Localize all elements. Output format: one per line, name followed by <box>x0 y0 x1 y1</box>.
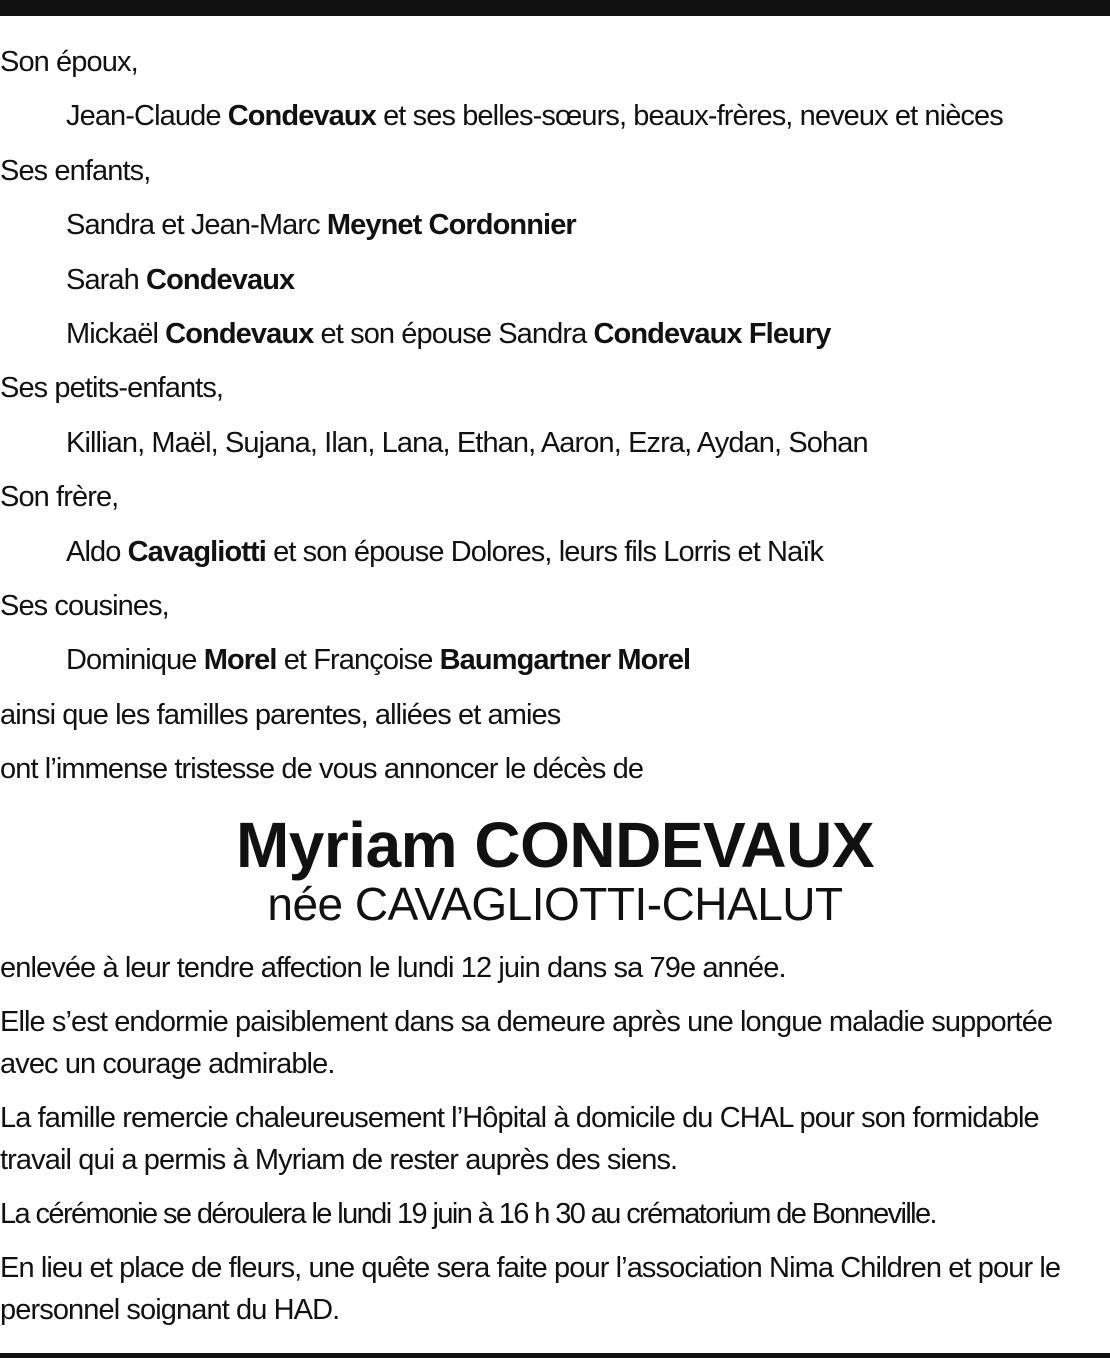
spouse-label: Son époux, <box>0 46 138 78</box>
surname: Morel <box>203 644 277 677</box>
child-line: Mickaël Condevaux et son épouse Sandra Condevaux Fleury <box>66 317 831 350</box>
child-line: Sarah Condevaux <box>66 263 295 296</box>
announce-line: ont l’immense tristesse de vous annoncer le décès de <box>0 753 644 786</box>
passing-paragraph: Elle s’est endormie paisiblement dans sa demeure après une longue maladie supportée avec un courage admirable. <box>0 1006 1053 1081</box>
spouse-line: Jean-Claude Condevaux et ses belles-sœurs, beaux-frères, neveux et nièces <box>66 100 1003 133</box>
children-label: Ses enfants, <box>0 154 151 187</box>
surname: Meynet Cordonnier <box>326 209 576 242</box>
surname: Condevaux Fleury <box>593 317 831 350</box>
ceremony-paragraph: La cérémonie se déroulera le lundi 19 juin à 16 h 30 au crématorium de Bonneville. <box>0 1198 937 1231</box>
surname: Cavagliotti <box>127 535 266 568</box>
thanks-paragraph: La famille remercie chaleureusement l’Hôpital à domicile du CHAL pour son formidable travail qui a permis à Myriam de rester auprès des siens. <box>0 1102 1039 1177</box>
obituary-notice <box>0 40 1110 1331</box>
surname: Condevaux <box>146 263 295 296</box>
child-line: Sandra et Jean-Marc Meynet Cordonnier <box>66 209 576 242</box>
grandchildren-label: Ses petits-enfants, <box>0 372 224 405</box>
cousins-label: Ses cousines, <box>0 589 169 622</box>
top-rule <box>0 0 1110 16</box>
grandchildren-line: Killian, Maël, Sujana, Ilan, Lana, Ethan, Aaron, Ezra, Aydan, Sohan <box>66 426 868 459</box>
surname: Condevaux <box>165 317 314 350</box>
brother-label: Son frère, <box>0 481 119 514</box>
cousins-line: Dominique Morel et Françoise Baumgartner Morel <box>66 644 691 677</box>
deceased-name-block <box>0 809 1110 929</box>
brother-line: Aldo Cavagliotti et son épouse Dolores, leurs fils Lorris et Naïk <box>66 535 824 568</box>
surname: Condevaux <box>227 100 376 133</box>
relatives-line: ainsi que les familles parentes, alliées et amies <box>0 698 561 731</box>
deceased-name: Myriam CONDEVAUX <box>235 809 875 882</box>
bottom-rule <box>0 1353 1110 1358</box>
donation-paragraph: En lieu et place de fleurs, une quête sera faite pour l’association Nima Children et pour le personnel soignant du HAD. <box>0 1252 1061 1327</box>
deceased-birth-name: née CAVAGLIOTTI-CHALUT <box>267 878 843 931</box>
death-paragraph: enlevée à leur tendre affection le lundi 12 juin dans sa 79e année. <box>0 952 786 985</box>
surname: Baumgartner Morel <box>439 644 691 677</box>
